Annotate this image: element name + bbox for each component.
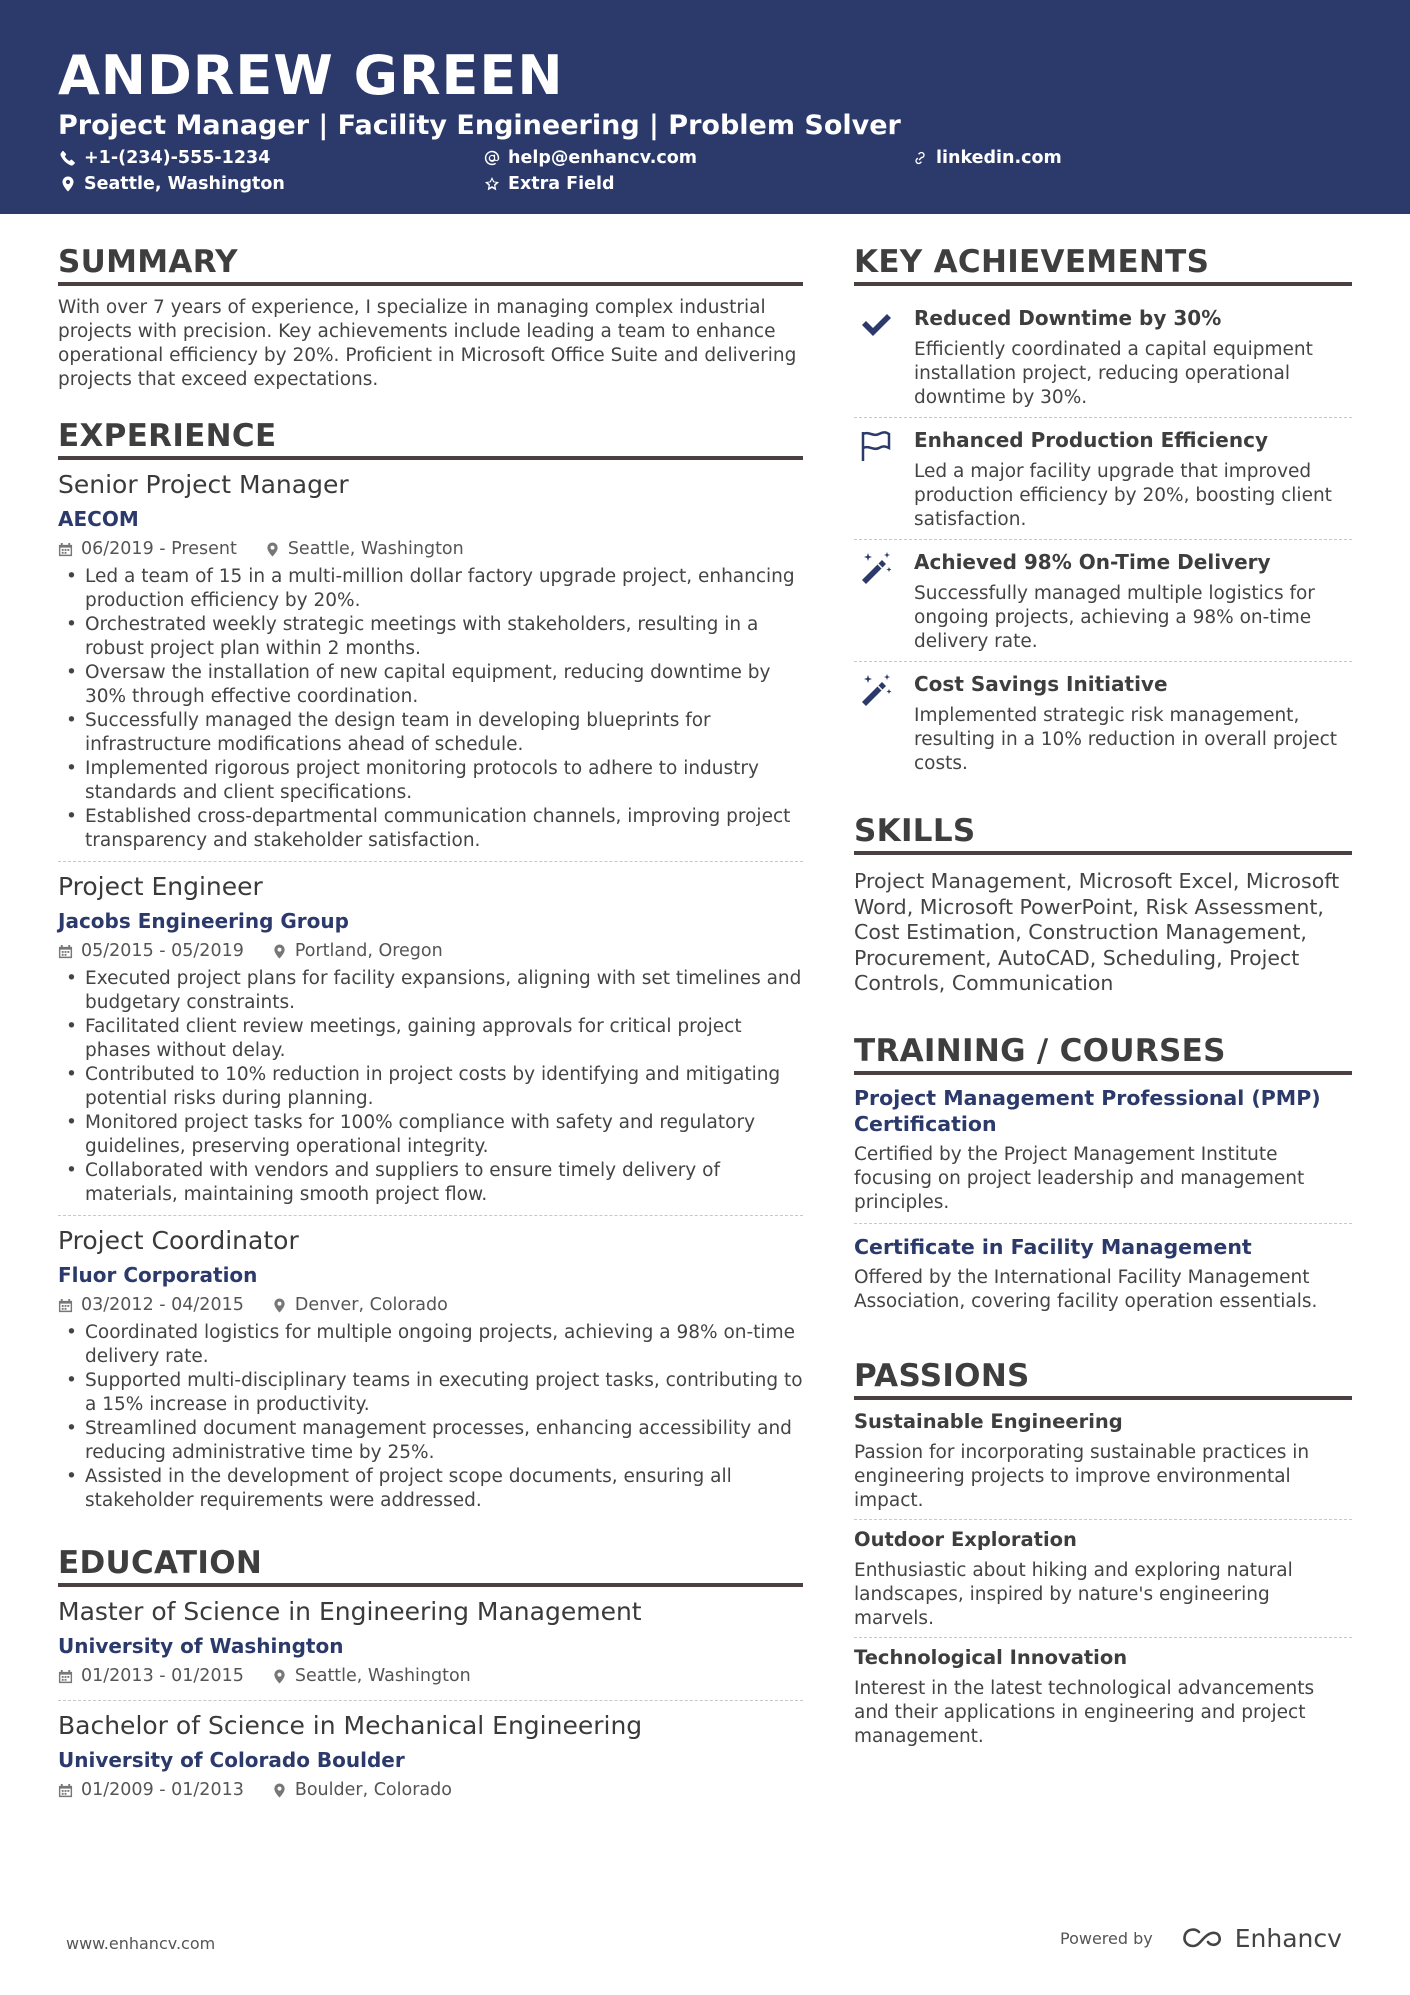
candidate-name: ANDREW GREEN: [58, 44, 564, 107]
education-location: Seattle, Washington: [294, 1666, 471, 1686]
job-bullets: [58, 967, 803, 1207]
achievement-item: [854, 296, 1352, 418]
location-pin-icon: [272, 944, 287, 959]
check-icon: [858, 306, 894, 342]
achievement-title: Achieved 98% On-Time Delivery: [914, 550, 1271, 574]
education-dates: 01/2013 - 01/2015: [81, 1666, 244, 1686]
magic-wand-icon: [858, 550, 894, 586]
location-pin-icon: [272, 1669, 287, 1684]
achievement-item: [854, 540, 1352, 662]
phone-text: +1-(234)-555-1234: [84, 148, 271, 168]
passion-item: [854, 1410, 1352, 1520]
bullet-item: • Coordinated logistics for multiple ongoing projects, achieving a 98% on-time delivery rate.: [58, 1321, 803, 1369]
bullet-item: • Assisted in the development of project scope documents, ensuring all stakeholder requirements were addressed.: [58, 1465, 803, 1513]
education-meta: [58, 1780, 803, 1800]
education-entry: [58, 1597, 803, 1701]
job-dates: 06/2019 - Present: [81, 539, 237, 559]
enhancv-logo[interactable]: [1179, 1924, 1342, 1953]
skills-section: [854, 813, 1352, 997]
skills-list: Project Management, Microsoft Excel, Microsoft Word, Microsoft PowerPoint, Risk Assessment, Cost Estimation, Construction Management, Procurement, AutoCAD, Scheduling, Project Controls, Communication: [854, 869, 1340, 995]
job-title: Senior Project Manager: [58, 470, 349, 499]
achievement-title: Reduced Downtime by 30%: [914, 306, 1222, 330]
bullet-item: • Collaborated with vendors and suppliers to ensure timely delivery of materials, maintaining smooth project flow.: [58, 1159, 803, 1207]
company-name: Jacobs Engineering Group: [58, 909, 349, 933]
education-heading: EDUCATION: [58, 1545, 803, 1587]
candidate-headline: Project Manager | Facility Engineering | Problem Solver: [58, 110, 901, 141]
job-meta: [58, 941, 803, 961]
right-column: [854, 244, 1352, 1781]
course-title: Certificate in Facility Management: [854, 1234, 1252, 1259]
passion-desc: Passion for incorporating sustainable practices in engineering projects to improve environmental impact.: [854, 1441, 1310, 1511]
passion-title: Technological Innovation: [854, 1645, 1128, 1669]
bullet-item: • Led a team of 15 in a multi-million dollar factory upgrade project, enhancing production efficiency by 20%.: [58, 565, 803, 613]
achievement-desc: Implemented strategic risk management, resulting in a 10% reduction in overall project costs.: [914, 705, 1338, 774]
school-name: University of Colorado Boulder: [58, 1748, 405, 1772]
bullet-item: • Contributed to 10% reduction in project costs by identifying and mitigating potential risks during planning.: [58, 1063, 803, 1111]
magic-wand-icon: [858, 672, 894, 708]
bullet-item: • Implemented rigorous project monitoring protocols to adhere to industry standards and client specifications.: [58, 757, 803, 805]
skills-heading: SKILLS: [854, 813, 1352, 855]
degree-title: Bachelor of Science in Mechanical Engineering: [58, 1711, 643, 1740]
course-item: [854, 1085, 1352, 1224]
job-dates: 03/2012 - 04/2015: [81, 1295, 244, 1315]
contact-extra: [484, 174, 615, 194]
calendar-icon: [58, 1669, 73, 1684]
company-name: AECOM: [58, 507, 139, 531]
education-location: Boulder, Colorado: [294, 1780, 452, 1800]
job-location: Seattle, Washington: [287, 539, 464, 559]
bullet-item: • Orchestrated weekly strategic meetings with stakeholders, resulting in a robust project plan within 2 months.: [58, 613, 803, 661]
contact-location: [60, 174, 285, 194]
bullet-item: • Successfully managed the design team in developing blueprints for infrastructure modifications ahead of schedule.: [58, 709, 803, 757]
achievement-item: [854, 662, 1352, 783]
calendar-icon: [58, 542, 73, 557]
bullet-item: • Oversaw the installation of new capital equipment, reducing downtime by 30% through effective coordination.: [58, 661, 803, 709]
footer-branding: [1060, 1924, 1342, 1953]
course-desc: Offered by the International Facility Management Association, covering facility operation essentials.: [854, 1266, 1318, 1312]
experience-entry: [58, 872, 803, 1216]
job-bullets: [58, 1321, 803, 1513]
bullet-item: • Facilitated client review meetings, gaining approvals for critical project phases without delay.: [58, 1015, 803, 1063]
flag-icon: [858, 428, 894, 464]
passion-title: Outdoor Exploration: [854, 1527, 1077, 1551]
bullet-item: • Established cross-departmental communication channels, improving project transparency and stakeholder satisfaction.: [58, 805, 803, 853]
job-title: Project Coordinator: [58, 1226, 299, 1255]
achievement-title: Enhanced Production Efficiency: [914, 428, 1268, 452]
experience-entry: [58, 470, 803, 862]
company-name: Fluor Corporation: [58, 1263, 258, 1287]
education-entry: [58, 1711, 803, 1814]
achievement-title: Cost Savings Initiative: [914, 672, 1168, 696]
at-icon: [484, 150, 500, 166]
education-dates: 01/2009 - 01/2013: [81, 1780, 244, 1800]
contact-phone: [60, 148, 270, 168]
training-heading: TRAINING / COURSES: [854, 1033, 1352, 1075]
left-column: [58, 244, 803, 1840]
achievement-desc: Led a major facility upgrade that improved production efficiency by 20%, boosting client satisfaction.: [914, 461, 1332, 530]
achievement-desc: Successfully managed multiple logistics for ongoing projects, achieving a 98% on-time delivery rate.: [914, 583, 1315, 652]
job-meta: [58, 539, 803, 559]
bullet-item: • Streamlined document management processes, enhancing accessibility and reducing administrative time by 25%.: [58, 1417, 803, 1465]
education-section: [58, 1545, 803, 1814]
experience-section: [58, 418, 803, 1521]
calendar-icon: [58, 944, 73, 959]
achievements-heading: KEY ACHIEVEMENTS: [854, 244, 1352, 286]
enhancv-logo-icon: [1179, 1926, 1227, 1952]
achievement-item: [854, 418, 1352, 540]
job-meta: [58, 1295, 803, 1315]
passion-title: Sustainable Engineering: [854, 1409, 1123, 1433]
education-meta: [58, 1666, 803, 1686]
location-pin-icon: [265, 542, 280, 557]
bullet-item: • Supported multi-disciplinary teams in executing project tasks, contributing to a 15% increase in productivity.: [58, 1369, 803, 1417]
extra-field-text: Extra Field: [508, 174, 615, 194]
bullet-item: • Executed project plans for facility expansions, aligning with set timelines and budgetary constraints.: [58, 967, 803, 1015]
summary-heading: SUMMARY: [58, 244, 803, 286]
location-pin-icon: [272, 1783, 287, 1798]
resume-header: [0, 0, 1410, 214]
location-pin-icon: [60, 176, 76, 192]
passion-item: [854, 1646, 1352, 1755]
passion-item: [854, 1528, 1352, 1638]
calendar-icon: [58, 1298, 73, 1313]
link-icon: [912, 150, 928, 166]
linkedin-link[interactable]: linkedin.com: [936, 148, 1062, 168]
job-title: Project Engineer: [58, 872, 263, 901]
passion-desc: Interest in the latest technological advancements and their applications in engineering and project management.: [854, 1677, 1315, 1747]
achievements-section: [854, 244, 1352, 783]
powered-by-label: Powered by: [1060, 1929, 1153, 1948]
achievement-desc: Efficiently coordinated a capital equipment installation project, reducing operational downtime by 30%.: [914, 339, 1313, 408]
course-item: [854, 1234, 1352, 1322]
passions-heading: PASSIONS: [854, 1358, 1352, 1400]
job-dates: 05/2015 - 05/2019: [81, 941, 244, 961]
school-name: University of Washington: [58, 1634, 344, 1658]
experience-entry: [58, 1226, 803, 1521]
calendar-icon: [58, 1783, 73, 1798]
footer-website[interactable]: www.enhancv.com: [66, 1934, 216, 1953]
degree-title: Master of Science in Engineering Management: [58, 1597, 642, 1626]
location-text: Seattle, Washington: [84, 174, 285, 194]
summary-section: [58, 244, 803, 392]
passions-section: [854, 1358, 1352, 1755]
training-section: [854, 1033, 1352, 1322]
job-bullets: [58, 565, 803, 853]
contact-linkedin[interactable]: [912, 148, 1062, 168]
contact-email[interactable]: [484, 148, 697, 168]
star-icon: [484, 176, 500, 192]
phone-icon: [60, 150, 76, 166]
passion-desc: Enthusiastic about hiking and exploring natural landscapes, inspired by nature's engineering marvels.: [854, 1559, 1293, 1629]
location-pin-icon: [272, 1298, 287, 1313]
course-desc: Certified by the Project Management Institute focusing on project leadership and management principles.: [854, 1143, 1305, 1213]
experience-heading: EXPERIENCE: [58, 418, 803, 460]
email-link[interactable]: help@enhancv.com: [508, 148, 698, 168]
course-title: Project Management Professional (PMP) Certification: [854, 1085, 1321, 1136]
brand-name: Enhancv: [1234, 1924, 1342, 1953]
bullet-item: • Monitored project tasks for 100% compliance with safety and regulatory guidelines, preserving operational integrity.: [58, 1111, 803, 1159]
job-location: Denver, Colorado: [294, 1295, 448, 1315]
summary-text: With over 7 years of experience, I specialize in managing complex industrial projects with precision. Key achievements include leading a team to enhance operational efficiency by 20%. Proficient in Microsoft Office Suite and delivering projects that exceed expectations.: [58, 297, 797, 390]
job-location: Portland, Oregon: [294, 941, 443, 961]
